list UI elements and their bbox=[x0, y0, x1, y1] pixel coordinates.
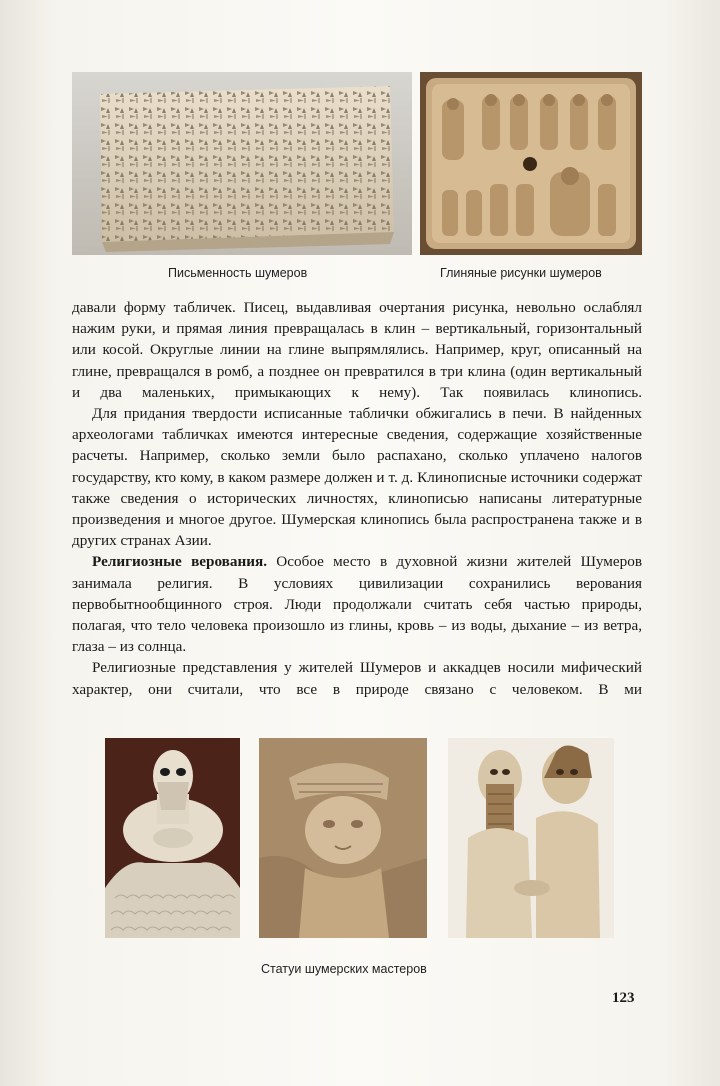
paragraph-1: давали форму табличек. Писец, выдавливая очертания рисунка, невольно ослаблял нажим руки, и прямая линия превращалась в клин – вертикальный, горизонтальный или косой. Округлые линии на глине выпрямлялись. Например, круг, описанный на глине, превращался в ромб, а позднее он превратился в три клина (один вертикальный и два маленьких, примыкающих к нему). Так появилась клинопись. bbox=[72, 299, 642, 401]
clay-relief-image bbox=[420, 72, 642, 255]
statues-caption: Статуи шумерских мастеров bbox=[261, 962, 427, 976]
relief-head-image bbox=[259, 738, 427, 938]
bearded-statue-image bbox=[105, 738, 240, 938]
section-heading-religion: Религиозные верования. bbox=[92, 553, 267, 571]
cuneiform-tablet-image bbox=[72, 72, 412, 255]
couple-statue-image bbox=[448, 738, 614, 938]
paragraph-3-text: Особое место в духовной жизни жителей Шумеров занимала религия. В условиях цивилизации сохранились верования первобытнообщинного строя. Люди продолжали считать себя частью природы, полагая, что тело человека произошло из глины, кровь – из воды, дыхание – из ветра, глаза – из солнца. bbox=[72, 553, 642, 656]
paragraph-2: Для придания твердости исписанные таблички обжигались в печи. В найденных археологами табличках имеются интересные сведения, содержащие хозяйственные расчеты. Например, сколько земли было распахано, сколько уплачено налогов государству, кто кому, в каком размере должен и т. д. Клинописные источники содержат также сведения о исторических личностях, клинописью написаны литературные произведения и многое другое. Шумерская клинопись была распространена также и в других странах Азии. bbox=[72, 405, 642, 550]
paragraph-3 bbox=[72, 551, 642, 657]
writing-caption: Письменность шумеров bbox=[168, 266, 308, 280]
clay-drawings-caption: Глиняные рисунки шумеров bbox=[440, 266, 602, 280]
page-number: 123 bbox=[612, 990, 635, 1006]
paragraph-4: Религиозные представления у жителей Шумеров и аккадцев носили мифический характер, они считали, что все в природе связано с человеком. В ми bbox=[72, 659, 642, 698]
body-text bbox=[72, 297, 642, 700]
